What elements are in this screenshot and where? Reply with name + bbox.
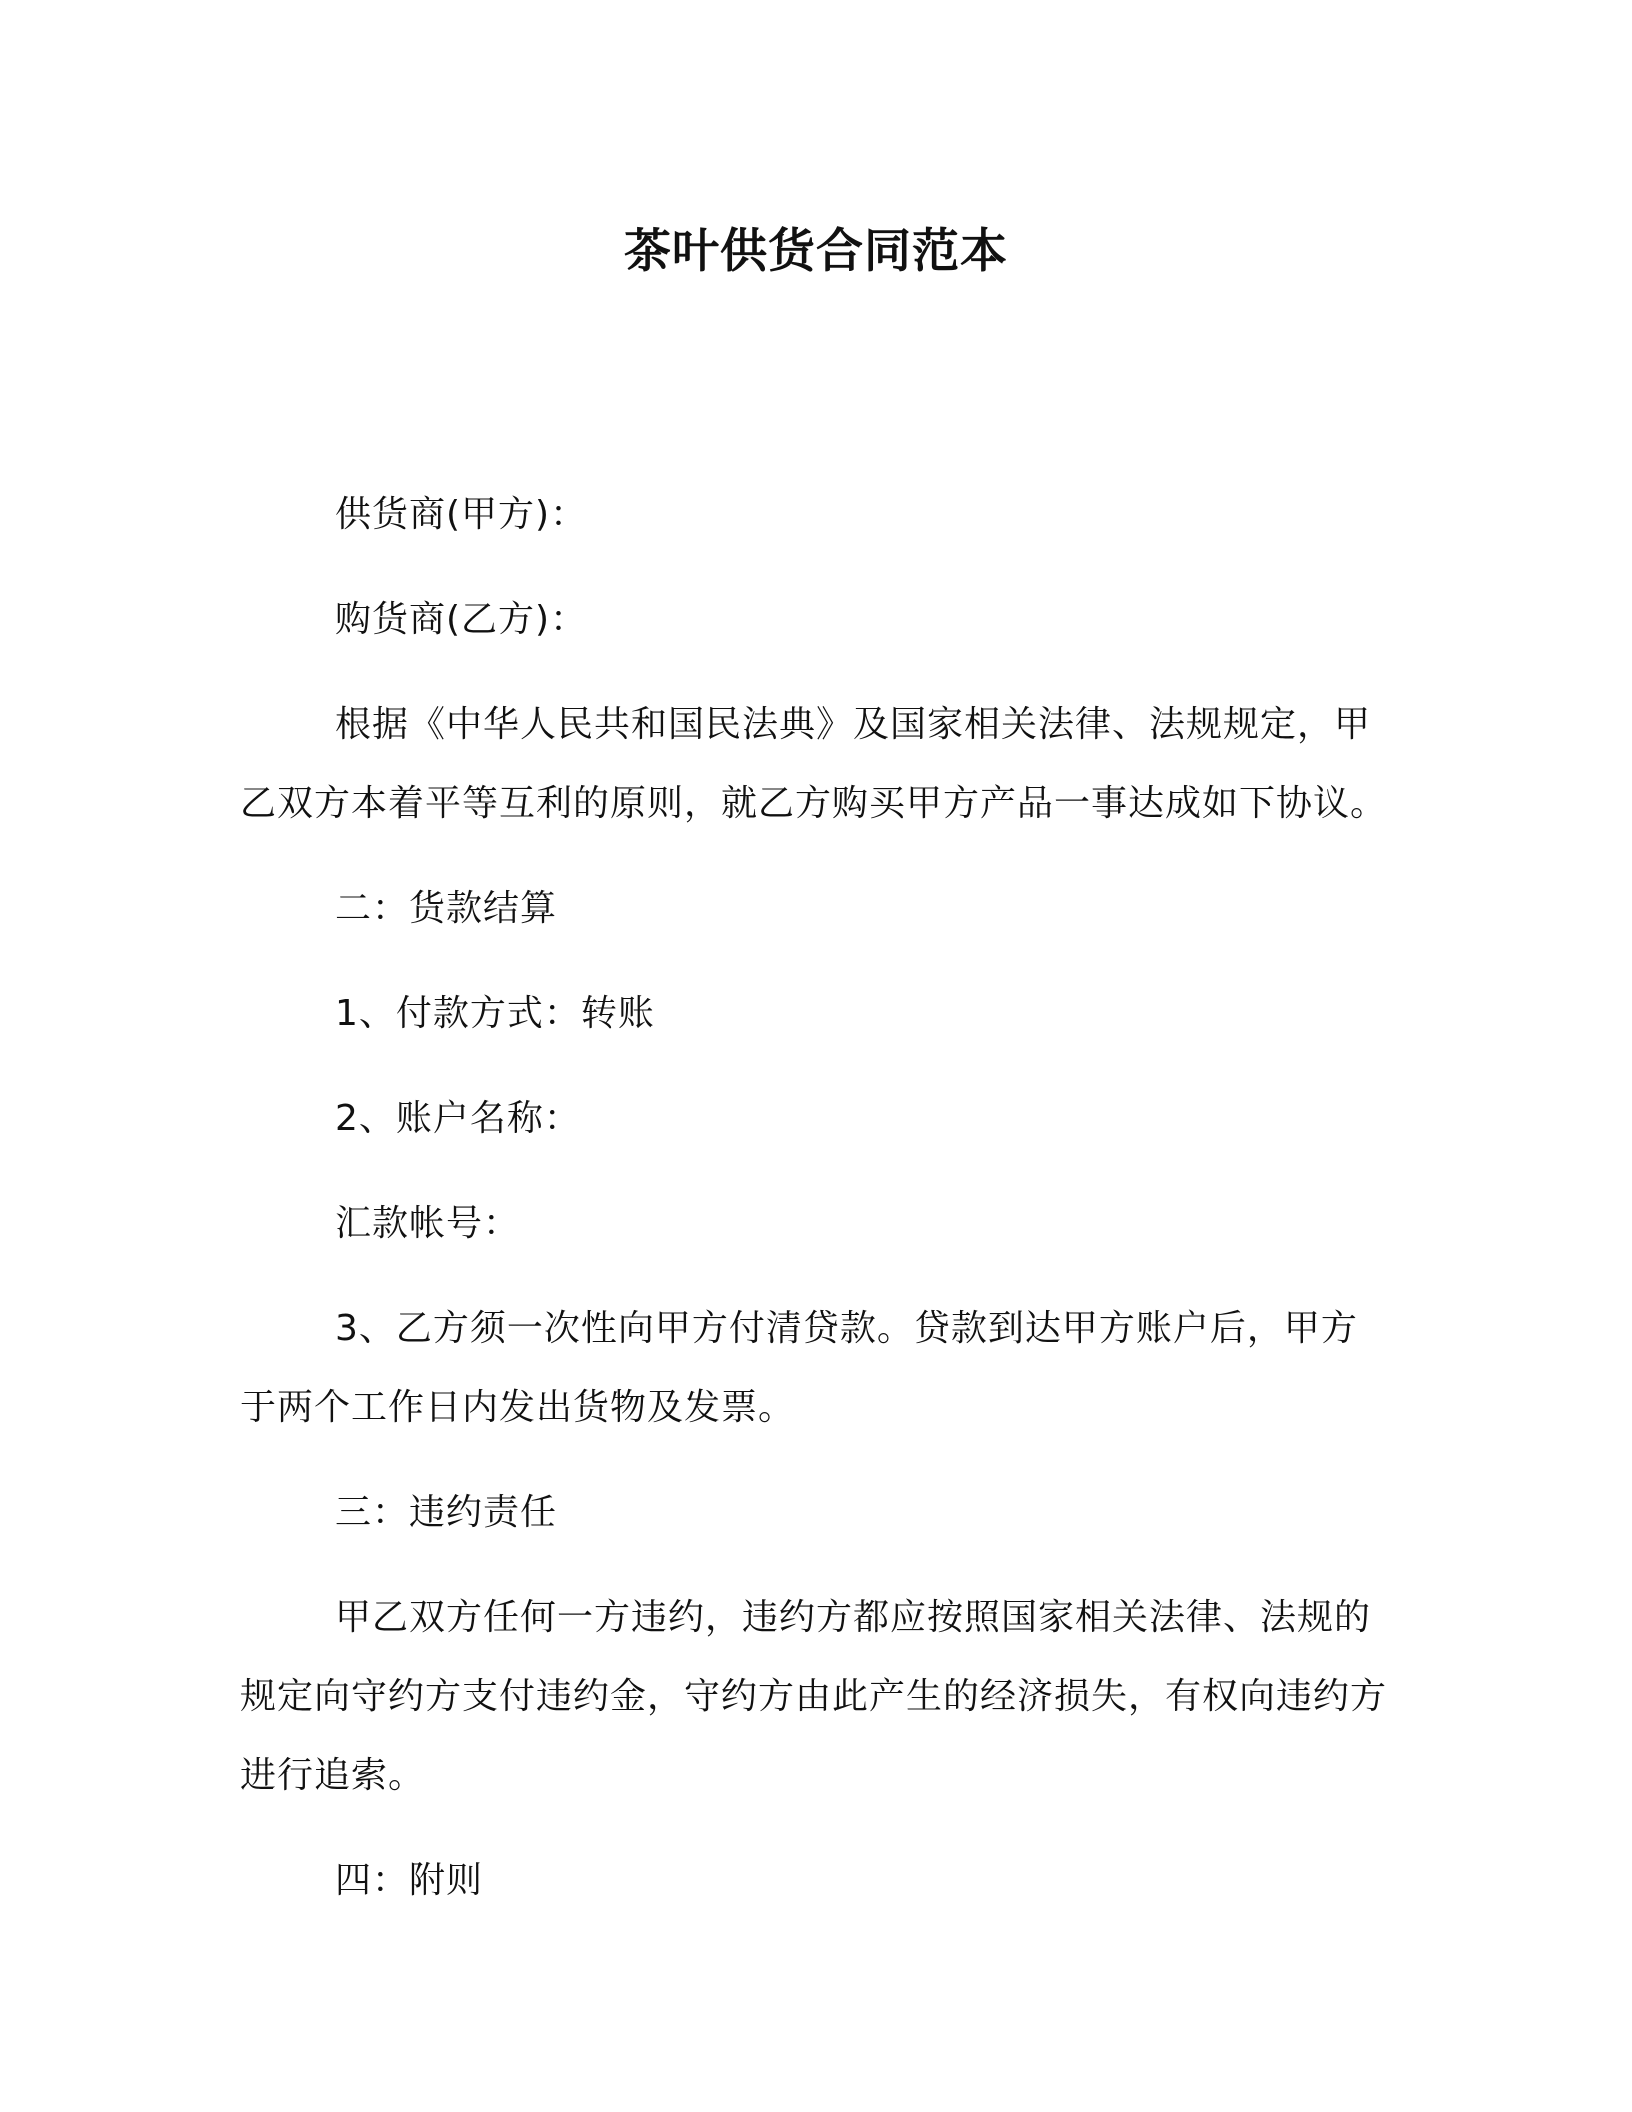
preamble-paragraph: 根据《中华人民共和国民法典》及国家相关法律、法规规定，甲乙双方本着平等互利的原则，就乙方购买甲方产品一事达成如下协议。 [240,704,1388,824]
paragraph-gap [240,1815,1392,1841]
paragraph-gap [240,659,1392,685]
payment-method-line: 1、付款方式：转账 [335,993,655,1034]
paragraph-gap [240,1263,1392,1289]
payment-terms-paragraph: 3、乙方须一次性向甲方付清贷款。贷款到达甲方账户后，甲方于两个工作日内发出货物及发票。 [240,1308,1358,1428]
document-title: 茶叶供货合同范本 [624,224,1008,279]
section-heading-liability: 三：违约责任 [335,1492,558,1533]
account-name-line: 2、账户名称： [335,1098,581,1139]
paragraph-gap [240,554,1392,580]
party-a-line: 供货商(甲方)： [335,494,588,535]
account-number-line: 汇款帐号： [335,1203,521,1244]
paragraph-gap [240,1447,1392,1473]
party-b-line: 购货商(乙方)： [335,599,588,640]
document-body [240,475,1392,1920]
paragraph-gap [240,948,1392,974]
paragraph-gap [240,1158,1392,1184]
paragraph-gap [240,1552,1392,1578]
paragraph-gap [240,1053,1392,1079]
section-heading-payment: 二：货款结算 [335,888,558,929]
paragraph-gap [240,843,1392,869]
section-heading-appendix: 四：附则 [335,1860,484,1901]
liability-paragraph: 甲乙双方任何一方违约，违约方都应按照国家相关法律、法规的规定向守约方支付违约金，守约方由此产生的经济损失，有权向违约方进行追索。 [240,1597,1388,1796]
